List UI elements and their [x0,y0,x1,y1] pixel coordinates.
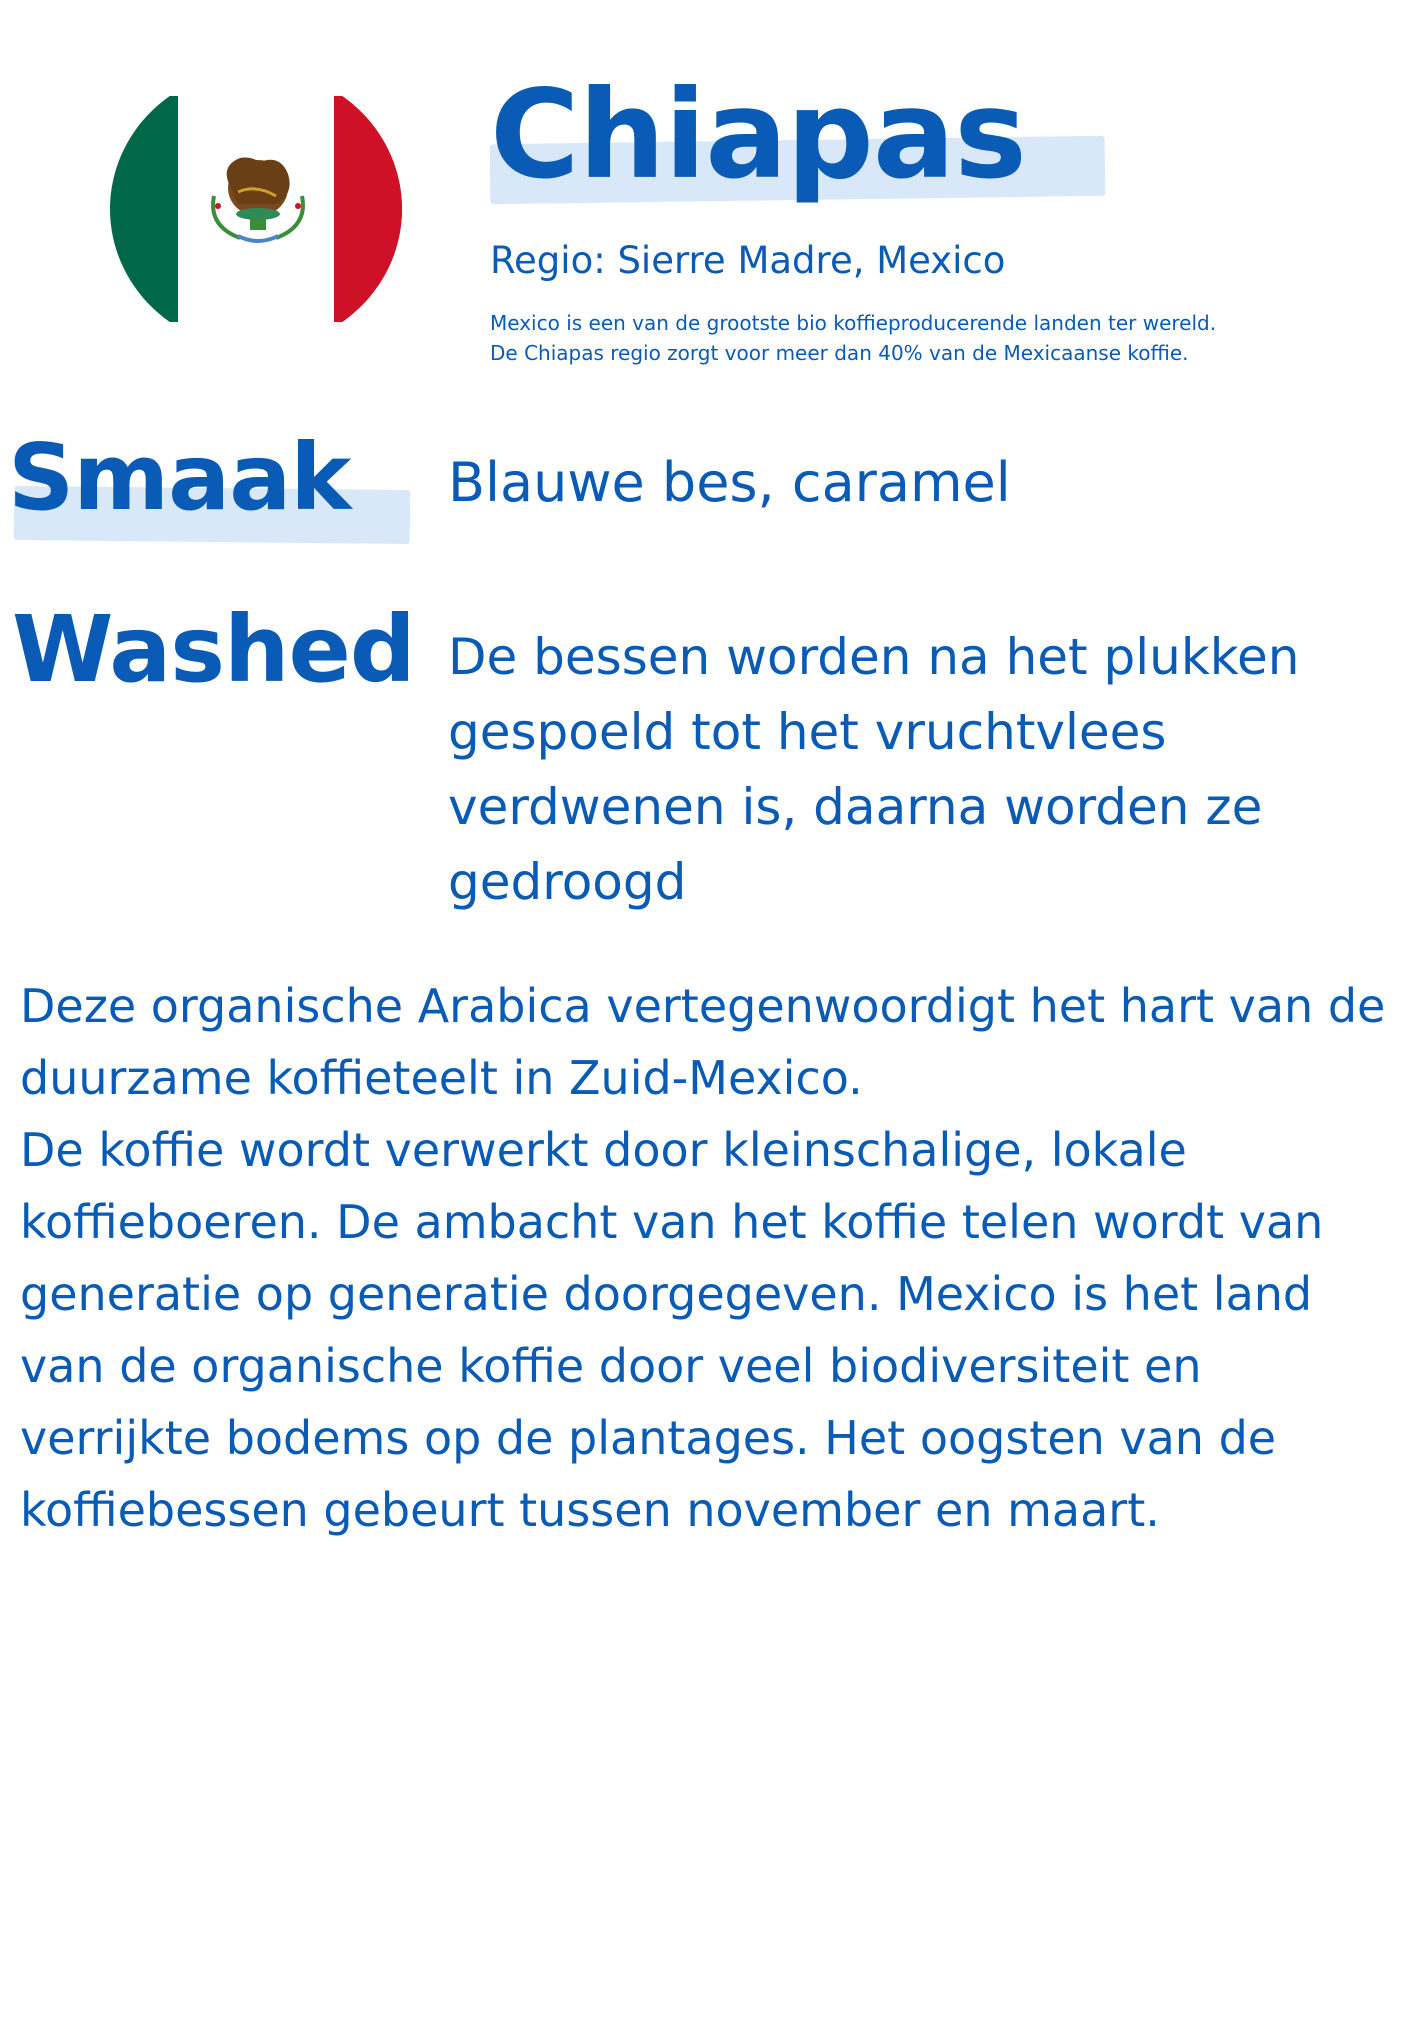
page-title: Chiapas [490,64,1026,206]
intro-text: Mexico is een van de grootste bio koffieproducerende landen ter wereld. De Chiapas regio zorgt voor meer dan 40% van de Mexicaanse koffie. [490,311,1217,365]
taste-heading: Smaak [8,424,351,531]
process-description: De bessen worden na het plukken gespoeld tot het vruchtvlees verdwenen is, daarna worden ze gedroogd [448,628,1300,911]
process-heading-block [12,590,432,710]
body-text [20,970,1400,1546]
mexico-flag-icon [110,96,402,322]
body-paragraph-1: Deze organische Arabica vertegenwoordigt het hart van de duurzame koffieteelt in Zuid-Mexico. [20,979,1386,1105]
taste-heading-block [8,418,418,548]
body-paragraph-2: De koffie wordt verwerkt door kleinschalige, lokale koffieboeren. De ambacht van het koffie telen wordt van generatie op generatie doorgegeven. Mexico is het land van de organische koffie door veel biodiversiteit en verrijkte bodems op de plantages. Het oogsten van de koffiebessen gebeurt tussen november en maart. [20,1123,1324,1537]
region-label: Regio: Sierre Madre, Mexico [490,239,1006,282]
taste-value: Blauwe bes, caramel [448,451,1011,514]
title-block [490,60,1110,210]
process-heading: Washed [12,596,415,703]
